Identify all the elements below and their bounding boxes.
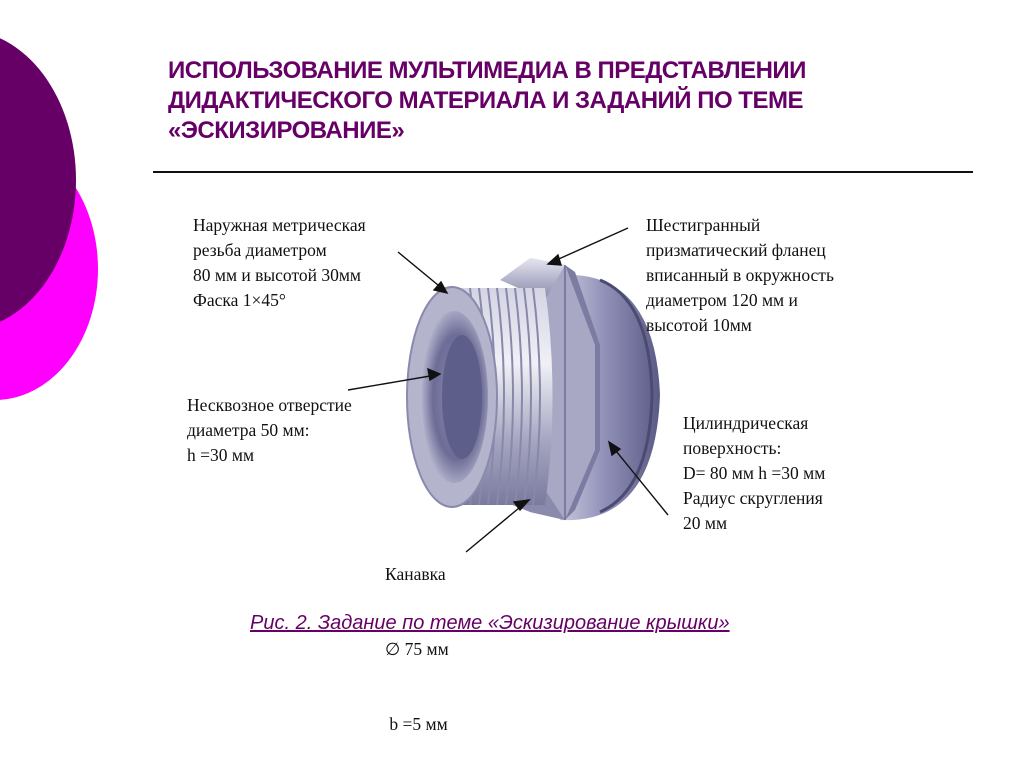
flange-arrowhead (548, 255, 561, 265)
hole-annotation (187, 393, 352, 468)
cylinder-note-line: поверхность: (683, 438, 782, 458)
flange-annotation (646, 213, 834, 338)
flange-note-line: Шестигранный (646, 215, 761, 235)
cylinder-note-line: 20 мм (683, 513, 728, 533)
cylinder-annotation (683, 411, 825, 536)
title-line-2: ДИДАКТИЧЕСКОГО МАТЕРИАЛА И ЗАДАНИЙ ПО ТЕМЕ (168, 87, 803, 114)
thread-note-line: Наружная метрическая (193, 215, 366, 235)
thread-note-line: Фаска 1×45° (193, 290, 286, 310)
hole-note-line: Несквозное отверстие (187, 395, 352, 415)
cylinder-note-line: Цилиндрическая (683, 413, 809, 433)
flange-note-line: высотой 10мм (646, 315, 752, 335)
figure-caption[interactable]: Рис. 2. Задание по теме «Эскизирование крышки» (250, 612, 730, 634)
groove-note-line: ∅ 75 мм (385, 639, 449, 659)
thread-note-line: резьба диаметром (193, 240, 327, 260)
cylinder-note-line: D= 80 мм h =30 мм (683, 463, 826, 483)
hole-note-line: h =30 мм (187, 445, 255, 465)
cylinder-note-line: Радиус скругления (683, 488, 823, 508)
flange-note-line: призматический фланец (646, 240, 826, 260)
hole-note-line: диаметра 50 мм: (187, 420, 310, 440)
title-line-1: ИСПОЛЬЗОВАНИЕ МУЛЬТИМЕДИА В ПРЕДСТАВЛЕНИИ (168, 57, 806, 84)
groove-leader (466, 503, 525, 552)
flange-note-line: диаметром 120 мм и (646, 290, 798, 310)
blind-hole (420, 311, 488, 483)
thread-note-line: 80 мм и высотой 30мм (193, 265, 362, 285)
groove-annotation (385, 512, 449, 762)
groove-note-line: Канавка (385, 564, 446, 584)
title-line-3: «ЭСКИЗИРОВАНИЕ» (168, 117, 405, 144)
thread-annotation (193, 213, 366, 313)
groove-note-line: b =5 мм (385, 714, 448, 734)
thread-leader (398, 252, 444, 290)
flange-leader (552, 228, 628, 262)
flange-note-line: вписанный в окружность (646, 265, 834, 285)
